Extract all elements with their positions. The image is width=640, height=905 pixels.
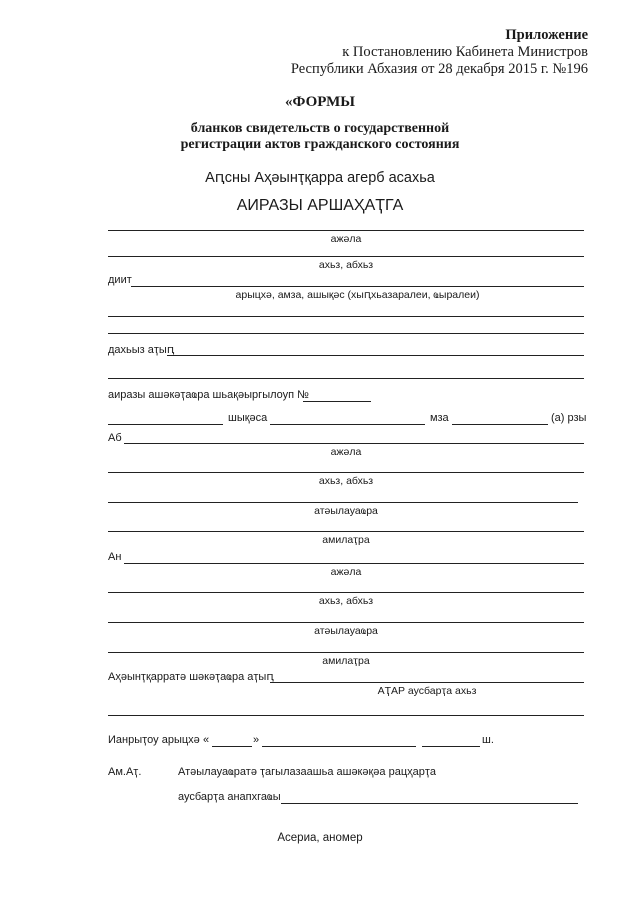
mother-nationality-caption: амилаҭра <box>322 655 370 667</box>
forms-subheading-1: бланков свидетельств о государственной <box>190 121 450 136</box>
registry-place-label: Аҳәынҭқарратә шәкәҭаҩра аҭыԥ <box>108 671 274 683</box>
issue-year-line[interactable] <box>422 746 480 747</box>
head-signature-line[interactable] <box>281 803 578 804</box>
child-name-line[interactable] <box>108 256 584 257</box>
child-surname-caption: ажәла <box>330 233 362 245</box>
republic-title: Аԥсны Аҳәынҭқарра агерб асахьа <box>205 170 435 186</box>
mother-name-caption: ахьз, абхьз <box>318 595 374 607</box>
issue-date-label: Ианрыҭоу арыцхә <box>108 734 200 746</box>
head-org-label: аусбарҭа анапхгаҩы <box>178 791 281 803</box>
certificate-title: АИРАЗЫ АРШАҲАҬГА <box>236 197 404 214</box>
birth-place-line-2[interactable] <box>108 378 584 379</box>
record-label: аиразы ашәкәҭаҩра шьақәыргылоуп № <box>108 389 309 401</box>
year-suffix: ш. <box>482 734 494 746</box>
appendix-title: Приложение <box>505 27 588 43</box>
year-label: шықәса <box>228 412 268 424</box>
extra-line-1[interactable] <box>108 316 584 317</box>
father-citizenship-caption: атәылауаҩра <box>314 505 378 517</box>
record-day-line[interactable] <box>108 424 223 425</box>
appendix-date: Республики Абхазия от 28 декабря 2015 г. №196 <box>290 61 588 77</box>
father-surname-line[interactable] <box>124 443 584 444</box>
issue-month-line[interactable] <box>262 746 416 747</box>
quote-close: » <box>253 734 260 746</box>
mother-surname-line[interactable] <box>124 563 584 564</box>
mother-nationality-line[interactable] <box>108 652 584 653</box>
father-label: Аб <box>108 432 122 444</box>
birth-place-line[interactable] <box>167 355 584 356</box>
record-month-line[interactable] <box>452 424 548 425</box>
mother-surname-caption: ажәла <box>330 566 362 578</box>
month-label: мза <box>430 412 449 424</box>
head-title-label: Атәылауаҩратә ҭагылазаашьа ашәкәқәа рацҳарҭа <box>178 766 437 778</box>
record-year-line[interactable] <box>270 424 425 425</box>
father-name-line[interactable] <box>108 472 584 473</box>
issue-day-line[interactable] <box>212 746 252 747</box>
ryzy-label: (а) рзы <box>551 412 587 424</box>
birth-date-caption: арыцхә, амза, ашықәс (хыԥхьазаралеи, ҩыралеи) <box>235 289 480 301</box>
birth-place-label: дахьыз аҭыԥ <box>108 344 175 356</box>
child-name-caption: ахьз, абхьз <box>318 259 374 271</box>
quote-open: « <box>203 734 210 746</box>
birth-date-line[interactable] <box>131 286 584 287</box>
registry-place-line-2[interactable] <box>108 715 584 716</box>
mother-label: Ан <box>108 551 122 563</box>
father-nationality-caption: амилаҭра <box>322 534 370 546</box>
father-surname-caption: ажәла <box>330 446 362 458</box>
father-name-caption: ахьз, абхьз <box>318 475 374 487</box>
extra-line-2[interactable] <box>108 333 584 334</box>
appendix-decree: к Постановлению Кабинета Министров <box>342 44 588 60</box>
father-nationality-line[interactable] <box>108 531 584 532</box>
registry-place-line[interactable] <box>270 682 584 683</box>
mother-citizenship-caption: атәылауаҩра <box>314 625 378 637</box>
forms-heading: «ФОРМЫ <box>285 94 355 110</box>
mother-name-line[interactable] <box>108 592 584 593</box>
registry-authority-caption: АҬАР аусбарҭа ахьз <box>377 685 477 697</box>
series-number-label: Асериа, аномер <box>277 832 363 844</box>
forms-subheading-2: регистрации актов гражданского состояния <box>180 137 460 152</box>
child-surname-line[interactable] <box>108 230 584 231</box>
birth-label: диит <box>108 274 132 286</box>
mother-citizenship-line[interactable] <box>108 622 584 623</box>
record-number-line[interactable] <box>303 401 371 402</box>
stamp-label: Ам.Аҭ. <box>108 766 142 778</box>
father-citizenship-line[interactable] <box>108 502 578 503</box>
